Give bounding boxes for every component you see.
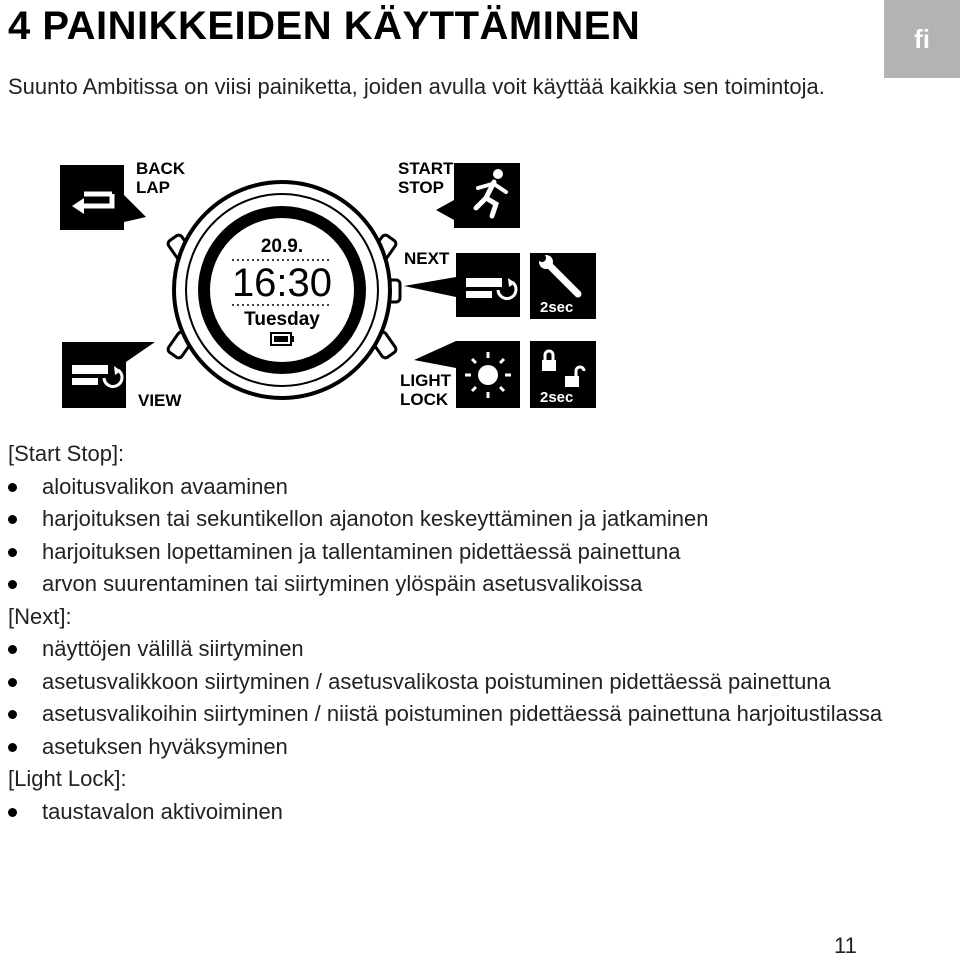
next-label: NEXT [404,249,450,268]
button-descriptions [8,438,908,828]
list-item: aloitusvalikon avaaminen [8,471,908,504]
watch [167,182,400,398]
watch-date: 20.9. [260,236,304,257]
light-lock-callout [400,341,596,409]
section-heading: 4 PAINIKKEIDEN KÄYTTÄMINEN [8,4,641,48]
light-label: LIGHT [400,371,451,390]
list-item: asetuksen hyväksyminen [8,731,908,764]
button-diagram [0,150,960,420]
list-item: asetusvalikkoon siirtyminen / asetusvalikosta poistuminen pidettäessä painettuna [8,666,908,699]
page-number: 11 [834,933,857,958]
start-stop-callout [398,159,520,228]
back-lap-callout [60,159,186,230]
stop-label: STOP [398,178,444,197]
list-item: näyttöjen välillä siirtyminen [8,633,908,666]
list-item: harjoituksen lopettaminen ja tallentaminen pidettäessä painettuna [8,536,908,569]
lock-label: LOCK [400,390,449,409]
language-tab: fi [884,0,960,78]
watch-time: 16:30 [231,261,333,305]
list-item: harjoituksen tai sekuntikellon ajanoton keskeyttäminen ja jatkaminen [8,503,908,536]
hold-light-label: 2sec [540,389,574,406]
next-group [8,601,908,764]
view-label: VIEW [138,391,182,410]
watch-day: Tuesday [244,309,320,330]
start-stop-group [8,438,908,601]
start-label: START [398,159,454,178]
hold-next-label: 2sec [540,299,574,316]
intro-paragraph: Suunto Ambitissa on viisi painiketta, joiden avulla voit käyttää kaikkia sen toimintoja. [8,74,825,99]
light-lock-group [8,763,908,828]
list-item: arvon suurentaminen tai siirtyminen ylöspäin asetusvalikoissa [8,568,908,601]
back-label: BACK [136,159,186,178]
view-callout [62,342,182,410]
lap-label: LAP [136,178,170,197]
list-item: taustavalon aktivoiminen [8,796,908,829]
group-title: [Start Stop]: [8,441,125,466]
list-item: asetusvalikoihin siirtyminen / niistä poistuminen pidettäessä painettuna harjoitustilassa [8,698,908,731]
group-title: [Light Lock]: [8,766,127,791]
next-callout [404,249,596,319]
group-title: [Next]: [8,603,72,629]
